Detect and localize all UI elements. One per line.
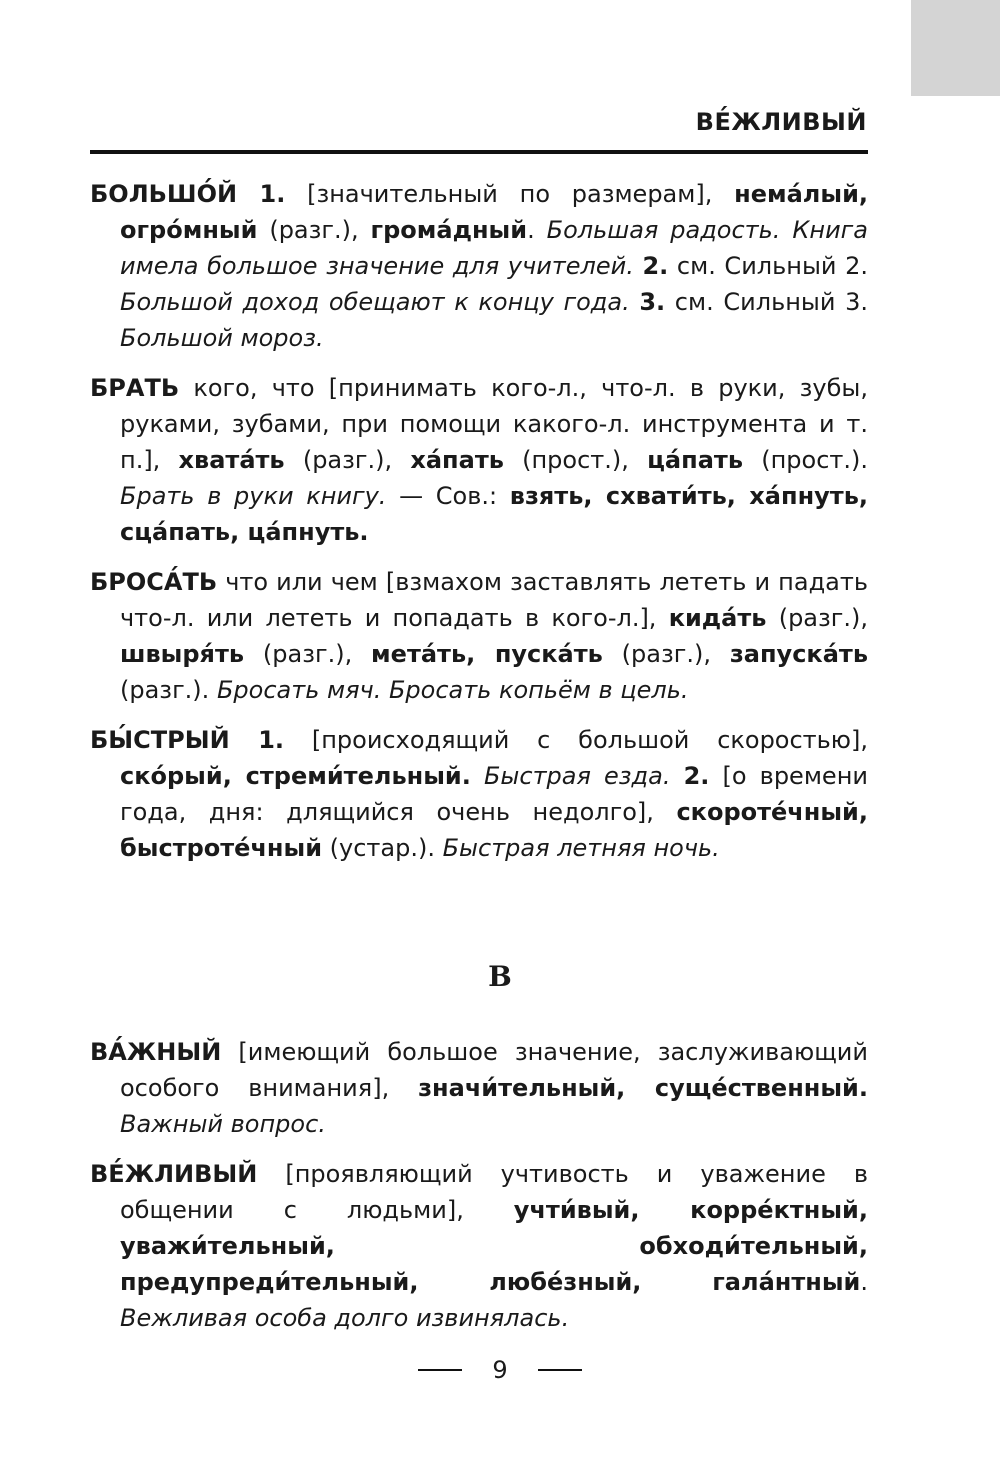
headword-bold: кида́ть: [668, 604, 767, 632]
example-italic: Большой мороз.: [120, 324, 324, 352]
headword-bold: БРАТЬ: [90, 374, 180, 402]
example-italic: Быстрая езда.: [483, 762, 671, 790]
headword-bold: взять, схвати́ть, ха́пнуть, сца́пать, ца́пнуть.: [120, 482, 868, 546]
headword-bold: ца́пать: [647, 446, 743, 474]
definition-text: кого, что [принимать кого-л., что-л. в руки, зубы, руками, зубами, при помощи какого-л. инструмента и т. п.],: [120, 374, 868, 474]
definition-text: — Сов.:: [386, 482, 510, 510]
example-italic: Большой доход обещают к концу года.: [120, 288, 630, 316]
headword-bold: 3.: [639, 288, 666, 316]
definition-text: см. Сильный 2.: [668, 252, 869, 280]
headword-bold: учти́вый, корре́ктный, уважи́тельный, обходи́тельный, предупреди́тельный, любе́зный, гала́нтный: [120, 1196, 868, 1296]
example-italic: Вежливая особа долго извинялась.: [120, 1304, 570, 1332]
headword-bold: БОЛЬШО́Й 1.: [90, 180, 286, 208]
entry-bystry: [90, 722, 868, 866]
definition-text: (прост.).: [743, 446, 868, 474]
definition-text: .: [860, 1268, 868, 1296]
definition-text: что или чем [взмахом заставлять лететь и падать что-л. или лететь и попадать в кого-л.],: [120, 568, 868, 632]
header-rule: [90, 150, 868, 154]
headword-bold: хвата́ть: [178, 446, 285, 474]
definition-text: см. Сильный 3.: [665, 288, 868, 316]
example-italic: Большая радость. Книга имела большое значение для учителей.: [120, 216, 868, 280]
section-letter: В: [488, 960, 512, 993]
definition-text: (разг.),: [766, 604, 869, 632]
definition-text: [проявляющий учтивость и уважение в общении с людьми],: [120, 1160, 868, 1224]
headword-bold: значи́тельный, суще́ственный.: [418, 1074, 868, 1102]
definition-text: [имеющий большое значение, заслуживающий особого внимания],: [120, 1038, 868, 1102]
headword-bold: ВЕ́ЖЛИВЫЙ: [90, 1160, 258, 1188]
definition-text: [471, 762, 484, 790]
headword-bold: грома́дный: [370, 216, 528, 244]
headword-bold: БЫ́СТРЫЙ 1.: [90, 726, 285, 754]
definition-text: [значительный по размерам],: [285, 180, 735, 208]
definition-text: (разг.).: [120, 676, 217, 704]
running-head: ВЕ́ЖЛИВЫЙ: [695, 108, 867, 136]
thumb-index-tab: [911, 0, 1000, 96]
entries-group-b: [90, 176, 868, 880]
definition-text: [630, 288, 640, 316]
definition-text: (разг.),: [284, 446, 411, 474]
headword-bold: запуска́ть: [729, 640, 868, 668]
entry-vazhny: [90, 1034, 868, 1142]
entries-group-v: [90, 1034, 868, 1350]
example-italic: Бросать мяч. Бросать копьём в цель.: [216, 676, 689, 704]
headword-bold: 2.: [683, 762, 710, 790]
definition-text: (разг.),: [257, 216, 371, 244]
definition-text: [происходящий с большой скоростью],: [284, 726, 868, 754]
definition-text: (разг.),: [602, 640, 730, 668]
definition-text: [о времени года, дня: длящийся очень недолго],: [120, 762, 868, 826]
definition-text: (разг.),: [244, 640, 372, 668]
footer-dash-right: [538, 1369, 582, 1371]
entry-brat: [90, 370, 868, 550]
headword-bold: БРОСА́ТЬ: [90, 568, 218, 596]
entry-brosat: [90, 564, 868, 708]
page-footer: [0, 1350, 1000, 1390]
headword-bold: ско́рый, стреми́тельный.: [120, 762, 471, 790]
definition-text: .: [527, 216, 547, 244]
headword-bold: швыря́ть: [120, 640, 245, 668]
headword-bold: ха́пать: [410, 446, 504, 474]
definition-text: [670, 762, 683, 790]
example-italic: Важный вопрос.: [120, 1110, 326, 1138]
example-italic: Быстрая летняя ночь.: [442, 834, 720, 862]
definition-text: (устар.).: [322, 834, 443, 862]
headword-bold: скороте́чный, быстроте́чный: [120, 798, 868, 862]
entry-vezhlivy: [90, 1156, 868, 1336]
headword-bold: мета́ть, пуска́ть: [371, 640, 603, 668]
footer-dash-left: [418, 1369, 462, 1371]
entry-bolshoy: [90, 176, 868, 356]
headword-bold: 2.: [642, 252, 669, 280]
headword-bold: нема́лый, огро́мный: [120, 180, 868, 244]
definition-text: (прост.),: [503, 446, 648, 474]
page-number: 9: [492, 1356, 508, 1384]
example-italic: Брать в руки книгу.: [120, 482, 387, 510]
headword-bold: ВА́ЖНЫЙ: [90, 1038, 222, 1066]
